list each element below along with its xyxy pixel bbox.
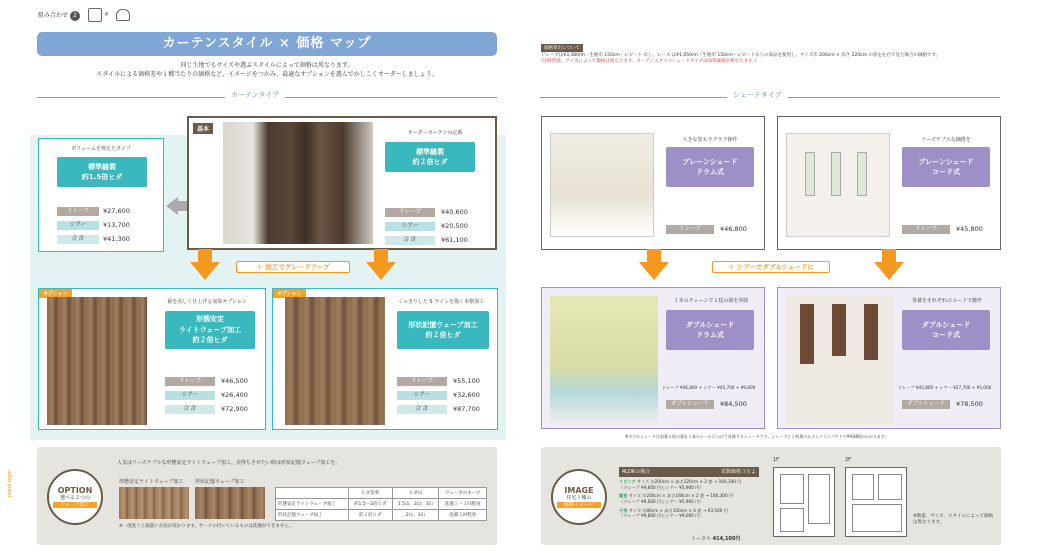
option-badge: OPTION 選べる２つの ウェーブ加工 [47, 469, 103, 525]
image-badge: IMAGE 住宅１棟の 総額イメージ [551, 469, 607, 525]
price-note-text-1: ドレープは¥3,380/m・生地巾 150cm・レピート なし、レース は¥1,650/m・生地巾 150cm・レピートなしの商品を使用し、サイズ巾 200cm × 高さ 220cm の窓を左右で見た場合の価格です。 [541, 53, 941, 58]
sh2-style-badge: プレーンシェード コード式 [902, 147, 990, 187]
image-title: 4LDKの場合 窓数価格３万よ [619, 467, 759, 477]
opt1-style-badge: 形態安定 ライトウェーブ加工 約２倍ヒダ [165, 311, 255, 349]
curtain-section-title: カーテンタイプ [225, 91, 285, 100]
cord-shade-photo [786, 133, 890, 237]
option2-curtain-photo [285, 297, 385, 425]
left-style-badge: 標準縫製 約1.5倍ヒダ [57, 157, 147, 187]
times-icon: × [104, 11, 110, 18]
shade-card-1: 大きな窓もラクラク操作 プレーンシェード ドラム式 ドレープ ¥46,800 [541, 116, 765, 250]
floorplan-2f [845, 467, 907, 537]
drum-shade-photo [550, 133, 654, 237]
floorplan-1f [773, 467, 835, 537]
main-card: 基本 オーダーカーテンの定番 標準縫製 約２倍ヒダ ドレープ ¥40,600 シアー ¥20,500 合 計 ¥61,100 [187, 116, 497, 250]
shade-card-2: リーズナブルな価格を プレーンシェード コード式 ドレープ ¥45,800 [777, 116, 1001, 250]
price-note-title: 価格算出について [541, 44, 583, 52]
arrow-left-icon [166, 197, 178, 215]
upgrade-label: ＋ 加工でグレードアップ [236, 261, 350, 273]
page-title: カーテンスタイル × 価格 マップ [37, 32, 497, 56]
arrow-down-icon [639, 262, 669, 280]
arrow-down-icon [366, 262, 396, 280]
sheer-plus-label: ＋ シアーでダブルシェードに [712, 261, 830, 273]
combo-number: 2 [70, 11, 80, 21]
list-item: 寝室 サイズ 巾200cm × 高さ180cm × 2 窓 → 160,300 円 （ドレープ ¥9,600 円とシアー ¥5,900 円） [619, 493, 734, 505]
sh3-style-badge: ダブルシェード ドラム式 [666, 310, 754, 350]
main-style-badge: 標準縫製 約２倍ヒダ [385, 142, 475, 172]
light-wave-photo [119, 487, 189, 519]
main-curtain-photo [223, 122, 373, 244]
sh4-style-badge: ダブルシェード コード式 [902, 310, 990, 350]
arrow-down-icon [874, 262, 904, 280]
side-label: aolla guest [6, 470, 12, 498]
table-row: 形状記憶ウェーブ加工 約２倍ヒダ 2山、3山 洗濯５回程度 [276, 510, 487, 521]
left-card: ボリュームを抑えたタイプ 標準縫製 約1.5倍ヒダ ドレープ ¥27,600 シアー ¥13,700 合 計 ¥41,300 [38, 138, 164, 252]
combo-label: 組み合わせ 2 [38, 11, 80, 21]
arrow-down-icon [190, 262, 220, 280]
opt2-style-badge: 形状記憶ウェーブ加工 約２倍ヒダ [397, 311, 489, 349]
intro-line-2: スタイルによる価格差や１種当たりの価格など、イメージをつかみ、最適なオプションを選んでかしこくオーダーしましょう。 [96, 71, 438, 78]
money-bag-icon [116, 9, 130, 21]
double-drum-photo [550, 296, 658, 424]
shade-footnote: ※ダブルシェードは前幕２枚の幕を１本のレールにつけて昇降するシェードです。シェードと２枚幕ペルメントコンパクトで¥9,800がかかります。 [625, 434, 889, 439]
wave-comparison-table: ヒダ倍率 ヒダ山 ウェーブのキープ 形態安定ライトウェーブ加工 約1.5～2倍ヒダ 1.5山、2山、3山 洗濯１～３回程度 形状記憶ウェーブ加工 約２倍ヒダ 2山、3山 洗濯５回程度 [275, 487, 487, 521]
intro-line-1: 同じ生地でもサイズや選ぶスタイルによって価格は異なります。 [180, 62, 354, 69]
double-cord-photo [786, 296, 894, 424]
shade-card-4: 各幕をそれぞれのコードで操作 ダブルシェード コード式 ドレープ ¥45,800 + シアー ¥27,700 + ¥5,000 ダブルシェード ¥78,500 [777, 287, 1001, 429]
price-note-text-2: (送料別途、サイズによって価格は異なります。カーテンスタイルシェードタイプは加算価格が異なります。) [541, 59, 757, 64]
image-total: トータル 414,100円 [691, 536, 741, 542]
sh1-style-badge: プレーンシェード ドラム式 [666, 147, 754, 187]
shape-memory-photo [195, 487, 265, 519]
kihon-badge: 基本 [193, 123, 213, 134]
option-card-1: オプション 裾を美しく仕上げる加算オプション 形態安定 ライトウェーブ加工 約２倍ヒダ ドレープ ¥46,500 シアー ¥26,400 合 計 ¥72,900 [38, 288, 266, 430]
shade-section-title: シェードタイプ [727, 91, 788, 100]
curtain-icon [88, 8, 102, 22]
option1-curtain-photo [47, 297, 147, 425]
option-info-box: OPTION 選べる２つの ウェーブ加工 人気はリーズナブルな形態安定ライトウェーブ加工。美得ちさせたい時は形状記憶ウェーブ加工を。 形態安定ライトウェーブ加工 形状記憶ウェーブ加工 ※一度洗うと取扱い方法が変わります。サーナの付いているものは洗濯ができません。 ヒダ倍率 ヒダ山 ウェーブのキープ 形態安定ライトウェーブ加工 約1.5～2倍ヒダ 1.5山、2山、3山 洗濯１～３回程度 形状記憶ウェーブ加工 約２倍ヒダ 2山、3山 洗濯５回程度 [37, 447, 497, 545]
image-rows [619, 479, 759, 519]
list-item: リビング サイズ 巾200cm × 高さ220cm × 2 窓 → 160,300 円 （ドレープ ¥9,600 円とシアー ¥5,900 円） [619, 479, 742, 490]
image-info-box: IMAGE 住宅１棟の 総額イメージ 4LDKの場合 窓数価格３万よ リビング サイズ 巾200cm × 高さ220cm × 2 窓 → 160,300 円 （ドレープ ¥9,600 円とシアー ¥5,900 円） 寝室 サイズ 巾200cm × 高さ180cm × 2 窓 → 160,300 円 （ドレープ ¥9,600 円とシアー ¥5,900 円） 子供 サイズ 巾90cm × 高さ100cm × 4 窓 → 93,500 円 （ドレープ ¥9,800 円とシアー ¥9,000 円） トータル 414,100円 1F 2F ※数量、サイズ、スタイルによって価格は異なります。 [541, 447, 1001, 545]
list-item: 子供 サイズ 巾90cm × 高さ100cm × 4 窓 → 93,500 円 （ドレープ ¥9,800 円とシアー ¥9,000 円） [619, 507, 728, 519]
option-card-2: オプション くっきりした S ラインを描く本格加工 形状記憶ウェーブ加工 約２倍ヒダ ドレープ ¥55,100 シアー ¥32,600 合 計 ¥87,700 [272, 288, 498, 430]
shade-card-3: １本のチェーンで２枚の幕を昇降 ダブルシェード ドラム式 ドレープ ¥46,800 + シアー ¥45,700 + ¥9,800 ダブルシェード ¥84,500 [541, 287, 765, 429]
table-row: 形態安定ライトウェーブ加工 約1.5～2倍ヒダ 1.5山、2山、3山 洗濯１～３回程度 [276, 499, 487, 510]
